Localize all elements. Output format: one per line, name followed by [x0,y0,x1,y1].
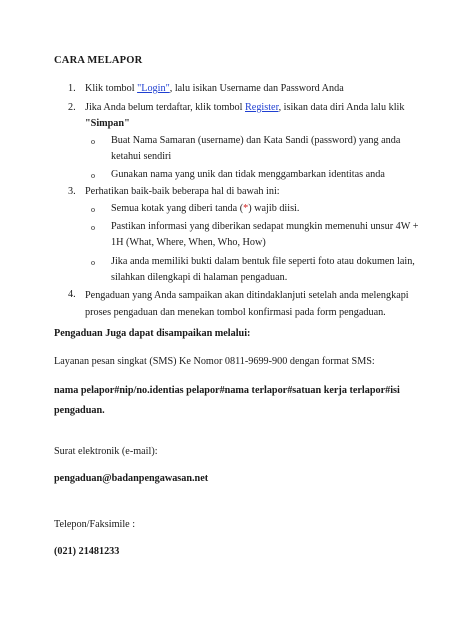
bullet-text: ) wajib diisi. [248,203,300,214]
required-asterisk: * [243,203,249,214]
bullet-icon: o [91,171,95,180]
bullet-text: Pastikan informasi yang diberikan sedapat mungkin memenuhi unsur 4W + 1H (What, Where, When, Who, How) [111,221,419,248]
bullet-text: Jika anda memiliki bukti dalam bentuk file seperti foto atau dokumen lain, silahkan dilengkapi di halaman pengaduan. [111,256,415,283]
step-text: Klik tombol [85,83,138,94]
email-label: Surat elektronik (e-mail): [54,446,158,457]
contact-heading: Pengaduan Juga dapat disampaikan melalui: [54,328,251,339]
step-number: 4. [68,289,76,300]
phone-number: (021) 21481233 [54,546,120,557]
register-link[interactable]: Register [245,102,279,113]
bullet-text: Semua kotak yang diberi tanda ( [111,203,244,214]
phone-label: Telepon/Faksimile : [54,519,136,530]
bullet-icon: o [91,258,95,267]
bullet-text: Buat Nama Samaran (username) dan Kata Sandi (password) yang anda ketahui sendiri [111,135,401,162]
step-text: , lalu isikan Username dan Password Anda [169,83,344,94]
step-text: , isikan data diri Anda lalu klik [278,102,405,113]
step-text: Perhatikan baik-baik beberapa hal di bawah ini: [85,186,280,197]
email-address: pengaduan@badanpengawasan.net [54,473,209,484]
bullet-text: Gunakan nama yang unik dan tidak menggambarkan identitas anda [111,169,385,180]
step-text: Jika Anda belum terdaftar, klik tombol [85,102,246,113]
sms-info: Layanan pesan singkat (SMS) Ke Nomor 0811-9699-900 dengan format SMS: [54,356,375,367]
bullet-icon: o [91,223,95,232]
step-number: 2. [68,102,76,113]
step-number: 3. [68,186,76,197]
login-link[interactable]: "Login" [137,83,170,94]
step-text: Pengaduan yang Anda sampaikan akan ditindaklanjuti setelah anda melengkapi proses pengaduan dan menekan tombol konfirmasi pada form pengaduan. [85,290,409,318]
page-title: CARA MELAPOR [54,55,143,66]
bullet-icon: o [91,205,95,214]
step-number: 1. [68,83,76,94]
bullet-icon: o [91,137,95,146]
simpan-label: "Simpan" [85,118,130,129]
sms-format: nama pelapor#nip/no.identias pelapor#nama terlapor#satuan kerja terlapor#isi pengaduan. [54,385,400,416]
